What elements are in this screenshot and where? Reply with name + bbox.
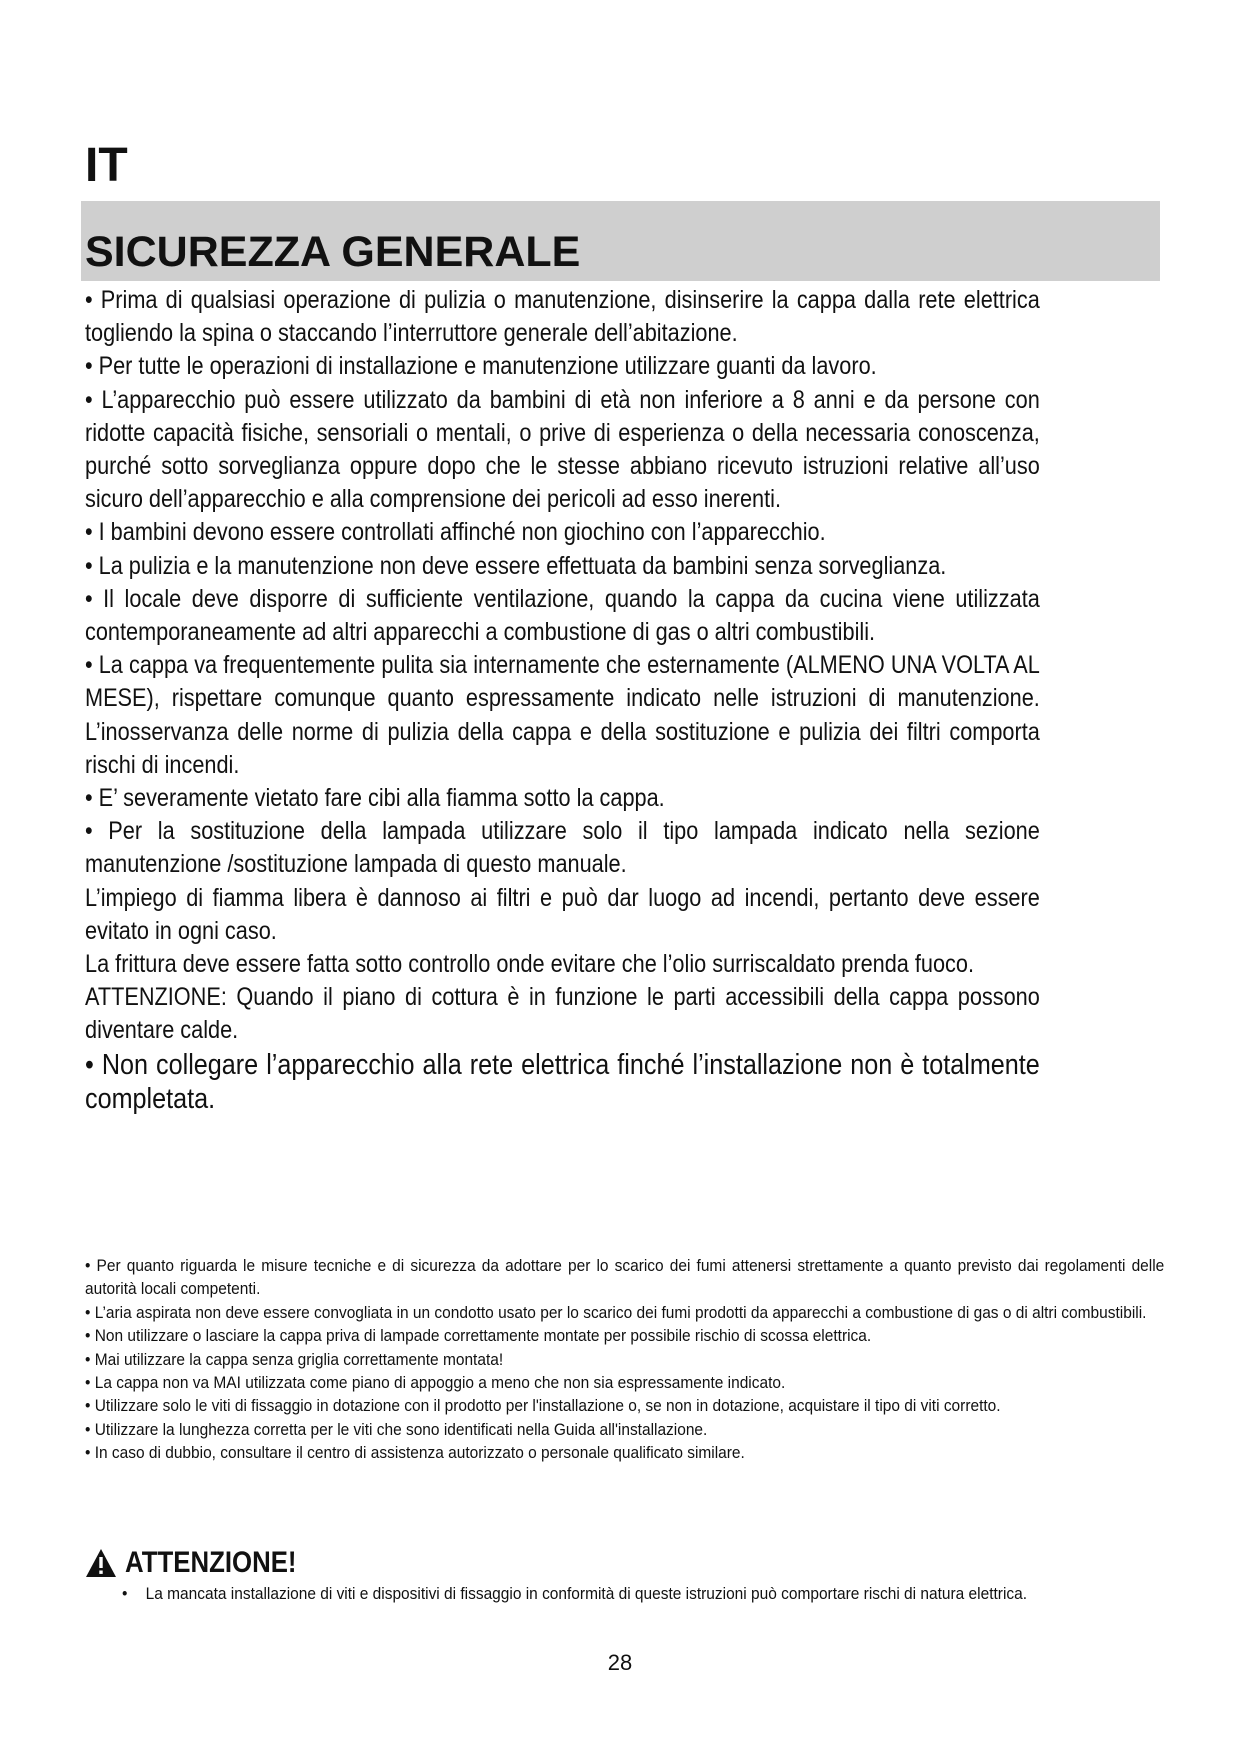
paragraph: • Per la sostituzione della lampada utilizzare solo il tipo lampada indicato nella sezione manutenzione /sostituzione lampada di questo manuale. [85, 817, 1040, 879]
page-number: 28 [607, 1650, 633, 1675]
small-paragraph: • Mai utilizzare la cappa senza griglia correttamente montata! [85, 1349, 504, 1369]
paragraph: • E’ severamente vietato fare cibi alla fiamma sotto la cappa. [85, 784, 665, 813]
paragraph: • Il locale deve disporre di sufficiente ventilazione, quando la cappa da cucina viene utilizzata contemporaneamente ad altri apparecchi a combustione di gas o altri combustibili. [85, 584, 1040, 647]
warning-item-text: La mancata installazione di viti e dispositivi di fissaggio in conformità di queste istruzioni può comportare rischi di natura elettrica. [145, 1584, 1028, 1603]
warning-item [122, 1583, 1151, 1604]
paragraph: ATTENZIONE: Quando il piano di cottura è in funzione le parti accessibili della cappa possono diventare calde. [85, 983, 1040, 1045]
safety-instructions [85, 284, 1040, 1116]
additional-instructions [85, 1254, 1164, 1465]
small-paragraph: • Utilizzare solo le viti di fissaggio in dotazione con il prodotto per l'installazione o, se non in dotazione, acquistare il tipo di viti corretto. [85, 1396, 1001, 1416]
warning-title: ATTENZIONE! [125, 1546, 297, 1579]
warning-list [122, 1583, 1151, 1604]
paragraph: • Per tutte le operazioni di installazione e manutenzione utilizzare guanti da lavoro. [85, 352, 877, 381]
paragraph: La frittura deve essere fatta sotto controllo onde evitare che l’olio surriscaldato prenda fuoco. [85, 950, 975, 979]
small-paragraph: • Per quanto riguarda le misure tecniche e di sicurezza da adottare per lo scarico dei fumi attenersi strettamente a quanto previsto dai regolamenti delle autorità locali competenti. [85, 1256, 1165, 1299]
paragraph: • La pulizia e la manutenzione non deve essere effettuata da bambini senza sorveglianza. [85, 551, 947, 580]
paragraph: • La cappa va frequentemente pulita sia internamente che esternamente (ALMENO UNA VOLTA AL MESE), rispettare comunque quanto espressamente indicato nelle istruzioni di manutenzione. L’inosservanza delle norme di pulizia della cappa e della sostituzione e pulizia dei filtri comporta rischi di incendi. [85, 651, 1040, 779]
paragraph: L’impiego di fiamma libera è dannoso ai filtri e può dar luogo ad incendi, pertanto deve essere evitato in ogni caso. [85, 883, 1040, 945]
small-paragraph: • La cappa non va MAI utilizzata come piano di appoggio a meno che non sia espressamente indicato. [85, 1373, 786, 1393]
paragraph: • Prima di qualsiasi operazione di pulizia o manutenzione, disinserire la cappa dalla rete elettrica togliendo la spina o staccando l’interruttore generale dell’abitazione. [85, 286, 1040, 348]
section-title: SICUREZZA GENERALE [85, 228, 581, 276]
language-code: IT [85, 139, 128, 192]
small-paragraph: • L’aria aspirata non deve essere convogliata in un condotto usato per lo scarico dei fumi prodotti da apparecchi a combustione di gas o di altri combustibili. [85, 1302, 1147, 1322]
warning-triangle-icon [85, 1548, 117, 1578]
small-paragraph: • In caso di dubbio, consultare il centro di assistenza autorizzato o personale qualificato similare. [85, 1443, 745, 1463]
warning-heading [85, 1543, 324, 1583]
small-paragraph: • Utilizzare la lunghezza corretta per le viti che sono identificati nella Guida all'installazione. [85, 1419, 708, 1439]
small-paragraph: • Non utilizzare o lasciare la cappa priva di lampade correttamente montate per possibile rischio di scossa elettrica. [85, 1326, 872, 1346]
paragraph: • Non collegare l’apparecchio alla rete elettrica finché l’installazione non è totalmente completata. [85, 1048, 1040, 1115]
bullet: • [122, 1584, 128, 1603]
paragraph: • I bambini devono essere controllati affinché non giochino con l’apparecchio. [85, 518, 826, 547]
paragraph: • L’apparecchio può essere utilizzato da bambini di età non inferiore a 8 anni e da persone con ridotte capacità fisiche, sensoriali o mentali, o prive di esperienza o della necessaria conoscenza, purché sotto sorveglianza oppure dopo che le stesse abbiano ricevuto istruzioni relative all’uso sicuro dell’apparecchio e alla comprensione dei pericoli ad esso inerenti. [85, 385, 1040, 514]
